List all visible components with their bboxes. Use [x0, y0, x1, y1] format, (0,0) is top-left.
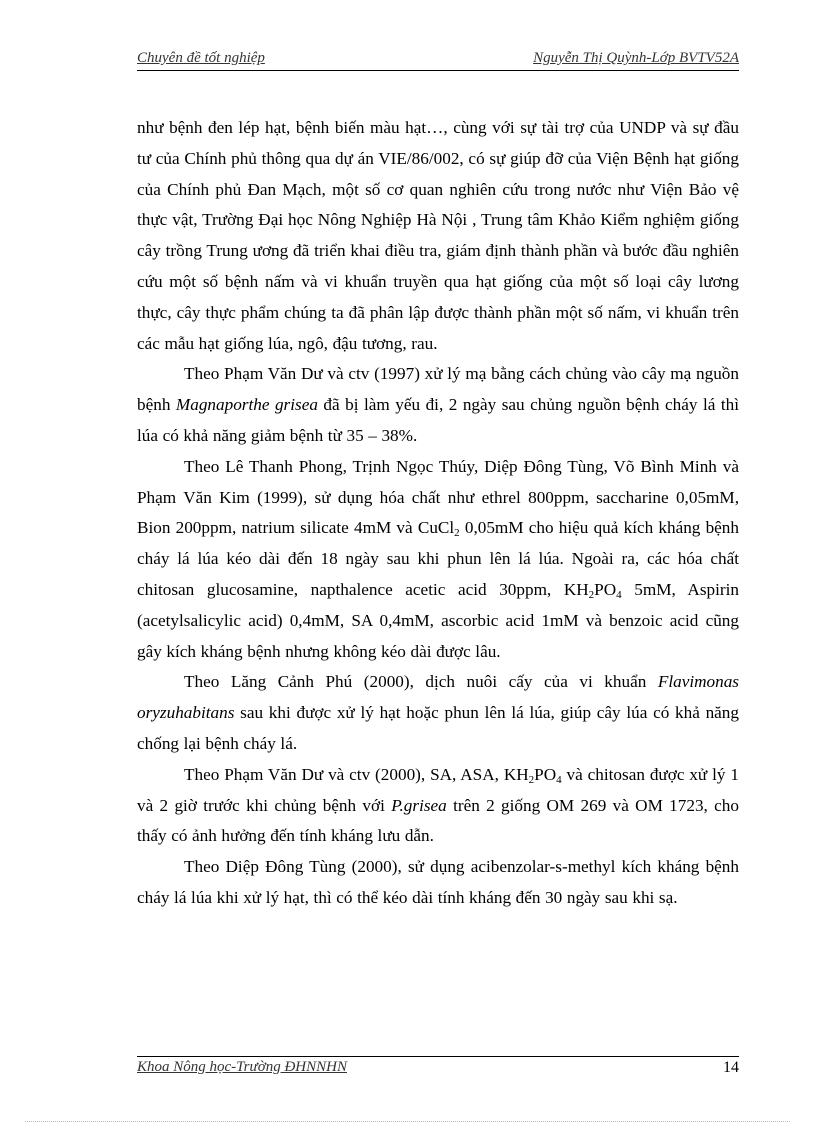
page-header	[137, 50, 739, 71]
p5-text-b: PO	[534, 764, 557, 784]
page-number: 14	[723, 1059, 739, 1076]
paragraph-2	[137, 359, 739, 451]
header-left: Chuyên đề tốt nghiệp	[137, 50, 265, 66]
p5-text-d: trên 2 giống OM 269 và OM 1723, cho thấy có ảnh hưởng đến tính kháng lưu dẫn.	[137, 795, 739, 846]
p4-text-a: Theo Lăng Cảnh Phú (2000), dịch nuôi cấy của vi khuẩn	[184, 672, 658, 692]
p2-text-b: đã bị làm yếu đi, 2 ngày sau chủng nguồn bệnh cháy lá thì lúa có khả năng giảm bệnh từ 35 – 38%.	[137, 395, 739, 445]
p4-species: Flavimonas oryzuhabitans	[137, 672, 739, 723]
p5-text-a: Theo Phạm Văn Dư và ctv (2000), SA, ASA, KH	[184, 764, 529, 784]
footer-left: Khoa Nông học-Trường ĐHNNHN	[137, 1059, 347, 1075]
paragraph-4	[137, 667, 739, 759]
p3-subscript-1: 2	[454, 527, 460, 540]
p3-subscript-3: 4	[616, 588, 622, 601]
p2-text-a: Theo Phạm Văn Dư và ctv (1997) xử lý mạ bằng cách chủng vào cây mạ nguồn bệnh	[137, 364, 739, 415]
header-right: Nguyễn Thị Quỳnh-Lớp BVTV52A	[533, 50, 739, 66]
p6-text: Theo Diệp Đông Tùng (2000), sử dụng acibenzolar-s-methyl kích kháng bệnh cháy lá lúa khi xử lý hạt, thì có thể kéo dài tính kháng đến 30 ngày sau khi sạ.	[137, 857, 739, 907]
p5-species: P.grisea	[391, 795, 447, 815]
p3-text-b: 0,05mM cho hiệu quả kích kháng bệnh cháy lá lúa kéo dài đến 18 ngày sau khi phun lên lá lúa. Ngoài ra, các hóa chất chitosan glucosamine, napthalence acetic acid 30ppm, KH	[137, 518, 739, 599]
p3-text-a: Theo Lê Thanh Phong, Trịnh Ngọc Thúy, Diệp Đông Tùng, Võ Bình Minh và Phạm Văn Kim (1999), sử dụng hóa chất như ethrel 800ppm, saccharine 0,05mM, Bion 200ppm, natrium silicate 4mM và CuCl	[137, 456, 739, 538]
p3-subscript-2: 2	[588, 588, 595, 601]
p3-text-d: 5mM, Aspirin (acetylsalicylic acid) 0,4mM, SA 0,4mM, ascorbic acid 1mM và benzoic acid cũng gây kích kháng bệnh nhưng không kéo dài được lâu.	[137, 579, 739, 661]
p5-subscript-2: 4	[556, 773, 562, 786]
page-edge-divider	[25, 1121, 790, 1122]
p1-text: như bệnh đen lép hạt, bệnh biến màu hạt…, cùng với sự tài trợ của UNDP và sự đầu tư của Chính phủ thông qua dự án VIE/86/002, có sự giúp đỡ của Viện Bệnh hạt giống của Chính phủ Đan Mạch, một số cơ quan nghiên cứu trong nước như Viện Bảo vệ thực vật, Trường Đại học Nông Nghiệp Hà Nội , Trung tâm Khảo Kiểm nghiệm giống cây trồng Trung ương đã triển khai điều tra, giám định thành phần và bước đầu nghiên cứu một số bệnh nấm và vi khuẩn truyền qua hạt giống của một số loại cây lương thực, cây thực phẩm chúng ta đã phân lập được thành phần một số nấm, vi khuẩn trên các mẫu hạt giống lúa, ngô, đậu tương, rau.	[137, 118, 739, 353]
p5-text-c: và chitosan được xử lý 1 và 2 giờ trước khi chủng bệnh với	[137, 764, 739, 815]
p2-species: Magnaporthe grisea	[175, 395, 318, 415]
paragraph-3	[137, 452, 739, 668]
body-text	[137, 113, 739, 914]
p3-text-c: PO	[594, 579, 617, 599]
page-footer	[137, 1056, 739, 1079]
paragraph-5	[137, 760, 739, 852]
p5-subscript-1: 2	[528, 773, 535, 786]
paragraph-6	[137, 852, 739, 914]
p4-text-b: sau khi được xử lý hạt hoặc phun lên lá lúa, giúp cây lúa có khả năng chống lại bệnh cháy lá.	[137, 703, 739, 753]
paragraph-1	[137, 113, 739, 359]
